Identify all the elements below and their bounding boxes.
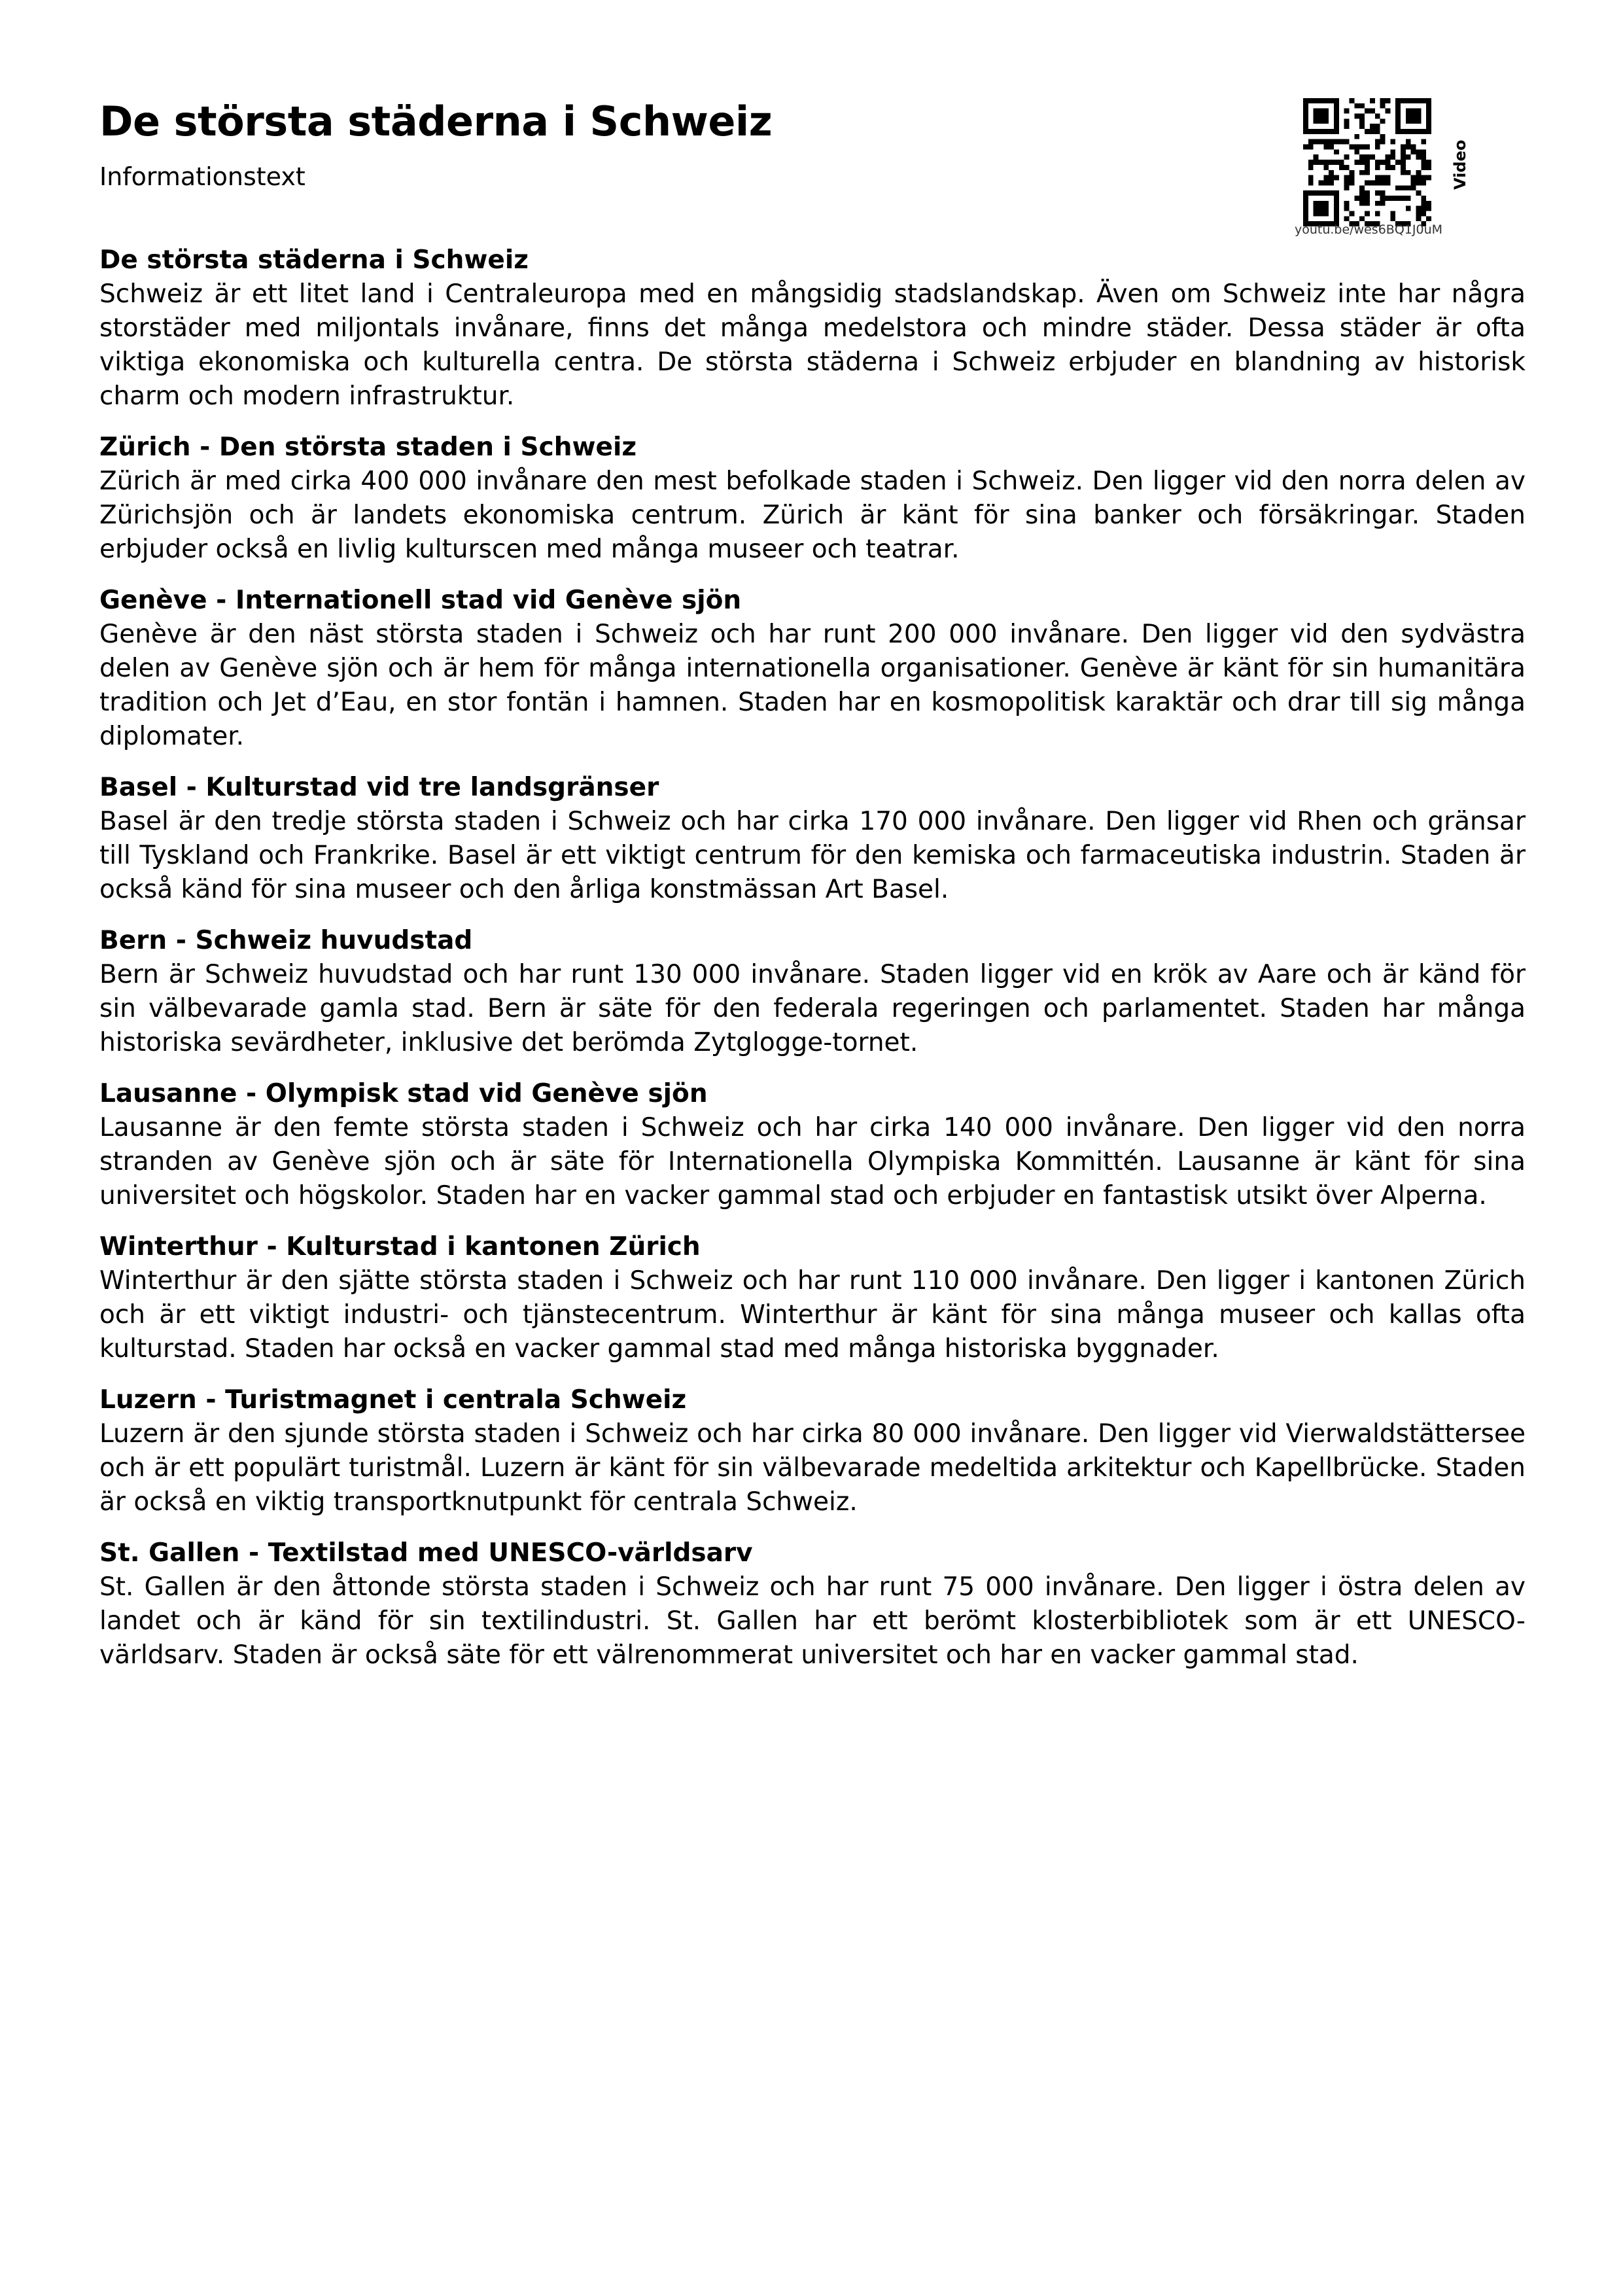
- section-paragraph: Luzern är den sjunde största staden i Schweiz och har cirka 80 000 invånare. Den ligger vid Vierwaldstättersee och är ett populärt turistmål. Luzern är känt för sin välbevarade medeltida arkitektur och Kapellbrücke. Staden är också en viktig transportknutpunkt för centrala Schweiz.: [99, 1419, 1526, 1517]
- section-paragraph: Genève är den näst största staden i Schweiz och har runt 200 000 invånare. Den ligger vid den sydvästra delen av Genève sjön och är hem för många internationella organisationer. Genève är känt för sin humanitära tradition och Jet d’Eau, en stor fontän i hamnen. Staden har en kosmopolitisk karaktär och drar till sig många diplomater.: [99, 620, 1526, 751]
- qr-url-text[interactable]: youtu.be/wes6BQ1J0uM: [1294, 222, 1442, 237]
- section-paragraph: St. Gallen är den åttonde största staden i Schweiz och har runt 75 000 invånare. Den ligger i östra delen av landet och är känd för sin textilindustri. St. Gallen har ett berömt klosterbibliotek som är ett UNESCO-världsarv. Staden är också säte för ett välrenommerat universitet och har en vacker gammal stad.: [99, 1572, 1526, 1670]
- section-heading: Lausanne - Olympisk stad vid Genève sjön: [99, 1079, 708, 1108]
- section-heading: Luzern - Turistmagnet i centrala Schweiz: [99, 1385, 687, 1415]
- section-geneve: [99, 584, 1526, 754]
- section-winterthur: [99, 1230, 1526, 1366]
- section-bern: [99, 924, 1526, 1060]
- qr-block[interactable]: [1294, 98, 1442, 237]
- section-paragraph: Zürich är med cirka 400 000 invånare den mest befolkade staden i Schweiz. Den ligger vid den norra delen av Zürichsjön och är landets ekonomiska centrum. Zürich är känt för sina banker och försäkringar. Staden erbjuder också en livlig kulturscen med många museer och teatrar.: [99, 467, 1526, 564]
- section-paragraph: Winterthur är den sjätte största staden i Schweiz och har runt 110 000 invånare. Den ligger i kantonen Zürich och är ett viktigt industri- och tjänstecentrum. Winterthur är känt för sina många museer och kallas ofta kulturstad. Staden har också en vacker gammal stad med många historiska byggnader.: [99, 1266, 1526, 1364]
- page-subtitle: Informationstext: [99, 162, 305, 191]
- section-paragraph: Lausanne är den femte största staden i Schweiz och har cirka 140 000 invånare. Den ligger vid den norra stranden av Genève sjön och är säte för Internationella Olympiska Kommittén. Lausanne är känt för sina universitet och högskolor. Staden har en vacker gammal stad och erbjuder en fantastisk utsikt över Alperna.: [99, 1113, 1526, 1210]
- section-basel: [99, 771, 1526, 907]
- section-intro: [99, 243, 1526, 414]
- section-paragraph: Bern är Schweiz huvudstad och har runt 130 000 invånare. Staden ligger vid en krök av Aare och är känd för sin välbevarade gamla stad. Bern är säte för den federala regeringen och parlamentet. Staden har många historiska sevärdheter, inklusive det berömda Zytglogge-tornet.: [99, 960, 1526, 1057]
- section-heading: Winterthur - Kulturstad i kantonen Zürich: [99, 1232, 701, 1262]
- section-heading: Basel - Kulturstad vid tre landsgränser: [99, 773, 659, 802]
- section-heading: Bern - Schweiz huvudstad: [99, 926, 473, 955]
- section-heading: De största städerna i Schweiz: [99, 245, 529, 275]
- qr-code-icon[interactable]: [1303, 98, 1431, 226]
- section-paragraph: Schweiz är ett litet land i Centraleuropa med en mångsidig stadslandskap. Även om Schweiz inte har några storstäder med miljontals invånare, finns det många medelstora och mindre städer. Dessa städer är ofta viktiga ekonomiska och kulturella centra. De största städerna i Schweiz erbjuder en blandning av historisk charm och modern infrastruktur.: [99, 279, 1526, 411]
- article-body: [99, 243, 1526, 1689]
- section-paragraph: Basel är den tredje största staden i Schweiz och har cirka 170 000 invånare. Den ligger vid Rhen och gränsar till Tyskland och Frankrike. Basel är ett viktigt centrum för den kemiska och farmaceutiska industrin. Staden är också känd för sina museer och den årliga konstmässan Art Basel.: [99, 807, 1526, 904]
- section-heading: Genève - Internationell stad vid Genève sjön: [99, 586, 742, 615]
- page-title: De största städerna i Schweiz: [99, 97, 773, 145]
- video-label: Video: [1451, 139, 1469, 190]
- section-heading: Zürich - Den största staden i Schweiz: [99, 433, 637, 462]
- section-zurich: [99, 431, 1526, 567]
- section-st-gallen: [99, 1536, 1526, 1672]
- section-lausanne: [99, 1077, 1526, 1213]
- section-luzern: [99, 1383, 1526, 1519]
- section-heading: St. Gallen - Textilstad med UNESCO-världsarv: [99, 1538, 753, 1568]
